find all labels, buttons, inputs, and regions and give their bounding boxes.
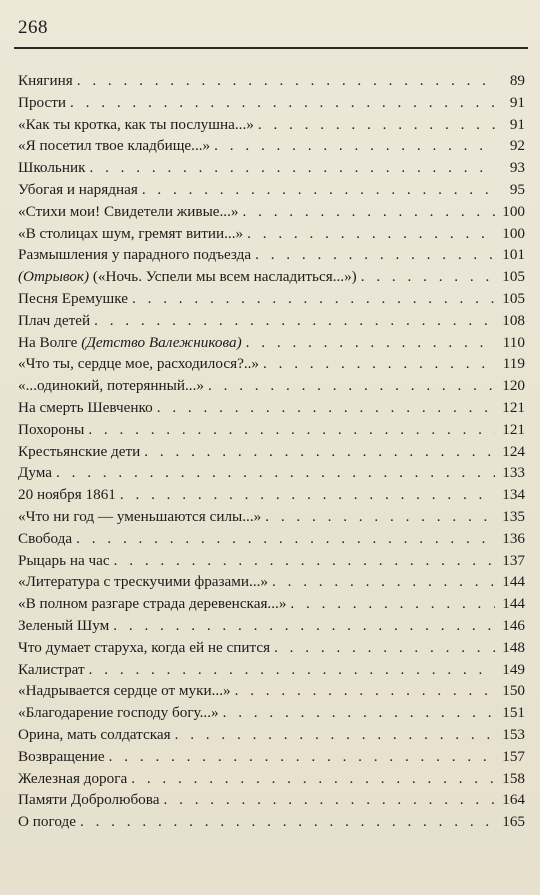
toc-entry-title-text: «...одинокий, потерянный...» bbox=[18, 377, 204, 395]
toc-entry-page: 100 bbox=[502, 224, 525, 242]
dot-leader bbox=[175, 724, 495, 746]
toc-entry-page: 108 bbox=[502, 311, 525, 329]
dot-leader bbox=[88, 419, 495, 441]
toc-entry-page: 165 bbox=[502, 813, 525, 831]
dot-leader bbox=[131, 768, 495, 790]
toc-entry bbox=[18, 92, 525, 114]
page-number: 268 bbox=[18, 17, 48, 38]
toc-entry bbox=[18, 135, 525, 157]
dot-leader bbox=[113, 615, 495, 637]
toc-entry-title-text: Убогая и нарядная bbox=[18, 180, 138, 198]
toc-entry-page: 100 bbox=[502, 202, 525, 220]
dot-leader bbox=[70, 92, 495, 114]
toc-entry-page: 93 bbox=[509, 159, 525, 177]
toc-entry-title-text: О погоде bbox=[18, 813, 76, 831]
toc-entry-page: 119 bbox=[502, 355, 525, 373]
toc-entry-page: 146 bbox=[502, 616, 525, 634]
toc-entry-page: 136 bbox=[502, 529, 525, 547]
toc-entry-title-text: Дума bbox=[18, 464, 53, 482]
toc-entry-title-italic: (Детство Валежникова) bbox=[81, 333, 242, 351]
toc-entry-page: 157 bbox=[502, 747, 525, 765]
toc-entry bbox=[18, 593, 525, 615]
toc-entry-title bbox=[18, 375, 204, 397]
dot-leader bbox=[89, 157, 495, 179]
toc-entry-title-text: «Литература с трескучими фразами...» bbox=[18, 573, 269, 591]
toc-entry bbox=[18, 266, 525, 288]
toc-entry-page: 164 bbox=[502, 791, 525, 809]
toc-entry-title-text: «Как ты кротка, как ты послушна...» bbox=[18, 115, 254, 133]
toc-entry-title-text: Крестьянские дети bbox=[18, 442, 141, 460]
dot-leader bbox=[142, 179, 495, 201]
toc-entry-title-text: На Волге bbox=[18, 333, 82, 351]
toc-entry-title bbox=[18, 157, 85, 179]
toc-entry-title-text: Рыцарь на час bbox=[18, 551, 110, 569]
toc-entry-title bbox=[18, 397, 153, 419]
toc-entry-title-text: Размышления у парадного подъезда bbox=[18, 246, 252, 264]
toc-entry-title-text: Песня Еремушке bbox=[18, 289, 128, 307]
toc-entry bbox=[18, 375, 525, 397]
toc-entry-title-text: На смерть Шевченко bbox=[18, 398, 153, 416]
toc-entry-page: 110 bbox=[502, 333, 525, 351]
dot-leader bbox=[272, 571, 495, 593]
toc-entry-title bbox=[18, 637, 270, 659]
toc-entry-page: 105 bbox=[502, 289, 525, 307]
dot-leader bbox=[77, 70, 495, 92]
toc-entry bbox=[18, 789, 525, 811]
toc-entry-title-text: Свобода bbox=[18, 529, 73, 547]
toc-entry-page: 135 bbox=[502, 507, 525, 525]
toc-entry bbox=[18, 288, 525, 310]
dot-leader bbox=[258, 114, 495, 136]
toc-entry-title-text: Памяти Добролюбова bbox=[18, 791, 160, 809]
dot-leader bbox=[223, 702, 495, 724]
dot-leader bbox=[80, 811, 495, 833]
toc-entry-title-text: Плач детей bbox=[18, 311, 91, 329]
toc-entry-page: 137 bbox=[502, 551, 525, 569]
toc-entry-title bbox=[18, 593, 286, 615]
toc-entry-title bbox=[18, 462, 52, 484]
toc-entry-page: 148 bbox=[502, 638, 525, 656]
toc-entry-page: 89 bbox=[509, 72, 525, 89]
toc-entry-page: 121 bbox=[502, 420, 525, 438]
toc-entry-title bbox=[18, 70, 73, 92]
toc-entry-title-text: («Ночь. Успели мы всем насладиться...») bbox=[89, 268, 357, 286]
toc-entry-title-text: Железная дорога bbox=[18, 769, 128, 787]
toc-entry-title-text: Калистрат bbox=[18, 660, 85, 678]
dot-leader bbox=[247, 223, 495, 245]
toc-entry-page: 151 bbox=[502, 704, 525, 722]
toc-entry bbox=[18, 550, 525, 572]
toc-entry-title bbox=[18, 114, 254, 136]
dot-leader bbox=[255, 244, 495, 266]
dot-leader bbox=[265, 506, 495, 528]
toc-entry-page: 153 bbox=[502, 725, 525, 743]
toc-entry bbox=[18, 680, 525, 702]
toc-entry bbox=[18, 201, 525, 223]
toc-entry-title-text: Что думает старуха, когда ей не спится bbox=[18, 638, 271, 656]
toc-entry-title-text: Княгиня bbox=[18, 72, 73, 89]
toc-entry bbox=[18, 223, 525, 245]
dot-leader bbox=[235, 680, 495, 702]
toc-entry-page: 92 bbox=[509, 137, 525, 155]
toc-entry bbox=[18, 484, 525, 506]
dot-leader bbox=[290, 593, 495, 615]
toc-entry bbox=[18, 615, 525, 637]
toc-entry-title bbox=[18, 135, 210, 157]
toc-entry-title-text: «В полном разгаре страда деревенская...» bbox=[18, 595, 287, 613]
toc-entry bbox=[18, 659, 525, 681]
toc-entry bbox=[18, 811, 525, 833]
toc-entry-page: 144 bbox=[502, 595, 525, 613]
toc-entry-title bbox=[18, 789, 160, 811]
toc-entry-title bbox=[18, 244, 251, 266]
dot-leader bbox=[109, 746, 495, 768]
toc-entry bbox=[18, 746, 525, 768]
dot-leader bbox=[214, 135, 495, 157]
toc-entry bbox=[18, 353, 525, 375]
dot-leader bbox=[243, 201, 496, 223]
toc-entry-title bbox=[18, 746, 105, 768]
toc-entry-title bbox=[18, 179, 138, 201]
toc-entry-title bbox=[18, 528, 72, 550]
toc-entry-page: 158 bbox=[502, 769, 525, 787]
toc-entry-title-text: 20 ноября 1861 bbox=[18, 486, 116, 504]
toc-entry-title bbox=[18, 680, 231, 702]
toc-entry-title-text: Школьник bbox=[18, 159, 86, 177]
toc-entry bbox=[18, 244, 525, 266]
dot-leader bbox=[157, 397, 495, 419]
toc-entry-title-text: Возвращение bbox=[18, 747, 105, 765]
dot-leader bbox=[263, 353, 495, 375]
dot-leader bbox=[89, 659, 495, 681]
toc-entry-page: 95 bbox=[509, 180, 525, 198]
toc-entry bbox=[18, 571, 525, 593]
toc-entry-title bbox=[18, 571, 268, 593]
toc-entry-title bbox=[18, 615, 109, 637]
dot-leader bbox=[114, 550, 495, 572]
toc-entry bbox=[18, 724, 525, 746]
toc-entry-title bbox=[18, 332, 242, 354]
toc-entry-title bbox=[18, 811, 76, 833]
toc-entry-title bbox=[18, 702, 219, 724]
toc-entry-title bbox=[18, 550, 110, 572]
toc-entry-title-text: «Благодарение господу богу...» bbox=[18, 704, 219, 722]
toc-entry bbox=[18, 462, 525, 484]
toc-entry-title bbox=[18, 768, 127, 790]
toc-entry-page: 124 bbox=[502, 442, 525, 460]
toc-entry bbox=[18, 179, 525, 201]
toc-entry bbox=[18, 506, 525, 528]
toc-entry-page: 91 bbox=[509, 115, 525, 133]
dot-leader bbox=[361, 266, 495, 288]
toc-entry-page: 133 bbox=[502, 464, 525, 482]
dot-leader bbox=[94, 310, 495, 332]
toc-entry-title bbox=[18, 441, 140, 463]
toc-entry-title-text: «Что ни год — уменьшаются силы...» bbox=[18, 507, 262, 525]
toc-entry-title-text: Зеленый Шум bbox=[18, 616, 110, 634]
dot-leader bbox=[56, 462, 495, 484]
toc-entry-title-text: Орина, мать солдатская bbox=[18, 725, 171, 743]
toc-entry-title-text: «Стихи мои! Свидетели живые...» bbox=[18, 202, 239, 220]
toc-entry-page: 105 bbox=[502, 268, 525, 286]
toc-entry-title-text: Похороны bbox=[18, 420, 85, 438]
dot-leader bbox=[208, 375, 495, 397]
toc-entry-title bbox=[18, 659, 85, 681]
header-rule bbox=[14, 47, 528, 49]
toc-entry bbox=[18, 441, 525, 463]
toc-entry-title-text: «Я посетил твое кладбище...» bbox=[18, 137, 211, 155]
toc-entry-title bbox=[18, 506, 261, 528]
toc-entry-page: 101 bbox=[502, 246, 525, 264]
toc-entry-title bbox=[18, 266, 357, 288]
dot-leader bbox=[144, 441, 495, 463]
toc-entry-title bbox=[18, 223, 243, 245]
toc-entry-title-italic: (Отрывок) bbox=[18, 268, 90, 286]
toc-entry-title bbox=[18, 724, 171, 746]
dot-leader bbox=[120, 484, 495, 506]
dot-leader bbox=[246, 332, 495, 354]
toc-entry-page: 134 bbox=[502, 486, 525, 504]
toc-entry-page: 144 bbox=[502, 573, 525, 591]
toc-entry-title bbox=[18, 288, 128, 310]
toc-entry-page: 121 bbox=[502, 398, 525, 416]
toc-entry bbox=[18, 768, 525, 790]
toc-entry bbox=[18, 397, 525, 419]
toc-entry bbox=[18, 637, 525, 659]
toc-entry bbox=[18, 702, 525, 724]
toc-entry bbox=[18, 310, 525, 332]
toc-entry-title-text: Прости bbox=[18, 93, 67, 111]
toc-entry-page: 149 bbox=[502, 660, 525, 678]
toc-entry bbox=[18, 528, 525, 550]
toc-entry-page: 150 bbox=[502, 682, 525, 700]
toc-entry-title bbox=[18, 419, 84, 441]
dot-leader bbox=[274, 637, 495, 659]
toc-entry bbox=[18, 419, 525, 441]
toc-entry-page: 91 bbox=[509, 93, 525, 111]
toc-entry-page: 120 bbox=[502, 377, 525, 395]
toc-entry bbox=[18, 70, 525, 92]
table-of-contents bbox=[18, 70, 525, 833]
toc-entry-title-text: «Надрывается сердце от муки...» bbox=[18, 682, 231, 700]
dot-leader bbox=[164, 789, 496, 811]
toc-entry bbox=[18, 157, 525, 179]
toc-entry-title bbox=[18, 484, 116, 506]
toc-entry bbox=[18, 114, 525, 136]
toc-entry-title bbox=[18, 310, 90, 332]
toc-entry bbox=[18, 332, 525, 354]
toc-entry-title-text: «Что ты, сердце мое, расходилося?..» bbox=[18, 355, 260, 373]
toc-entry-title-text: «В столицах шум, гремят витии...» bbox=[18, 224, 244, 242]
toc-entry-title bbox=[18, 92, 66, 114]
toc-entry-title bbox=[18, 201, 239, 223]
toc-entry-title bbox=[18, 353, 259, 375]
dot-leader bbox=[76, 528, 495, 550]
dot-leader bbox=[132, 288, 495, 310]
